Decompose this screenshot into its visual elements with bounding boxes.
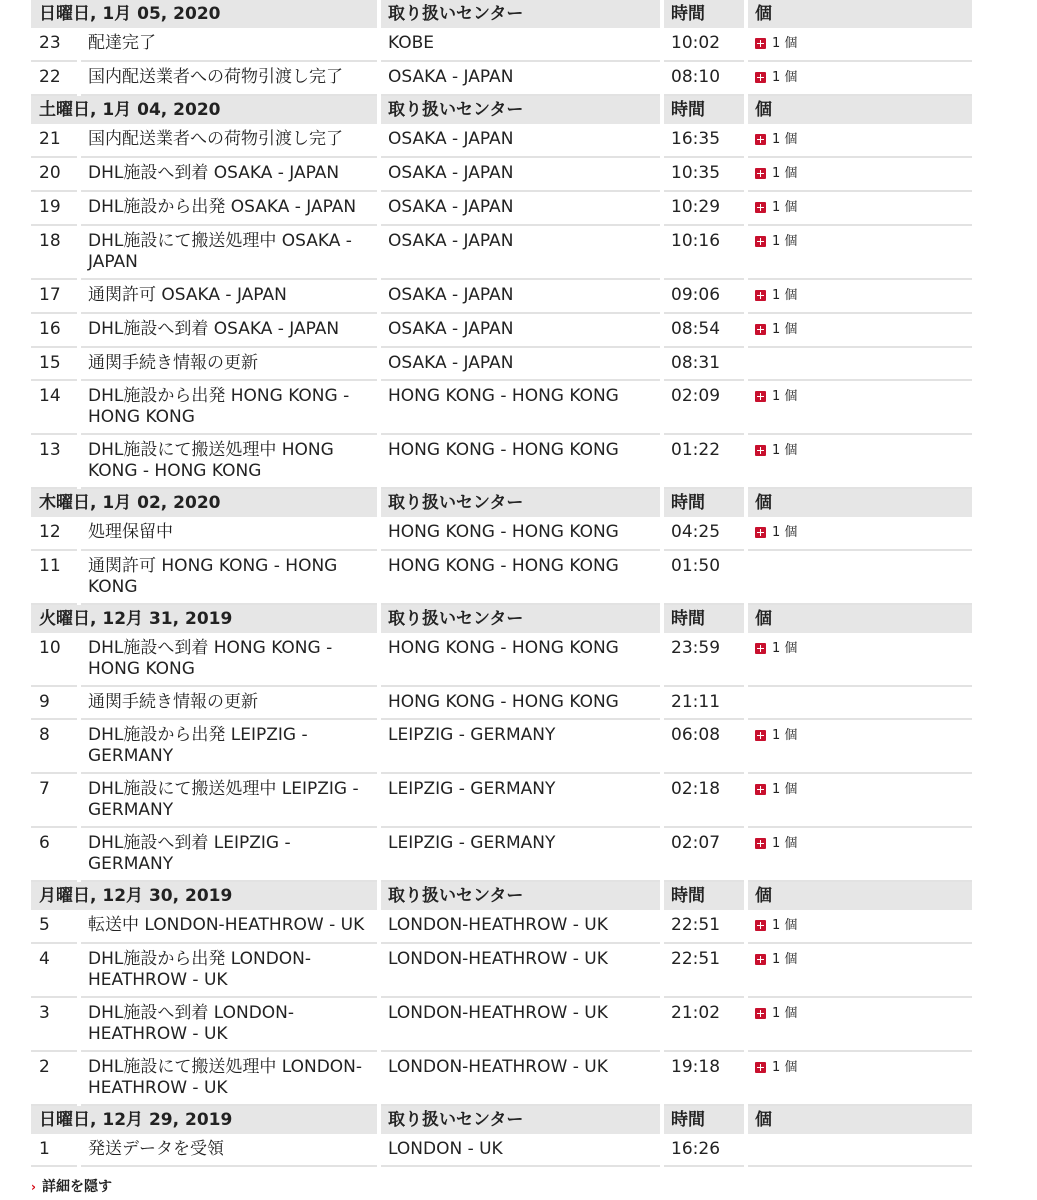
event-description: DHL施設にて搬送処理中 LONDON-HEATHROW - UK [81, 1052, 377, 1106]
event-time: 10:16 [664, 226, 744, 280]
pieces-count: 1 個 [772, 322, 798, 337]
event-location: LONDON-HEATHROW - UK [381, 998, 660, 1052]
event-number: 10 [31, 633, 77, 687]
event-location: HONG KONG - HONG KONG [381, 633, 660, 687]
event-time: 23:59 [664, 633, 744, 687]
expand-pieces-toggle[interactable] [755, 779, 797, 800]
event-location: HONG KONG - HONG KONG [381, 517, 660, 551]
time-column-header: 時間 [664, 605, 744, 633]
location-column-header: 取り扱いセンター [381, 0, 660, 28]
table-row [31, 551, 972, 605]
pieces-column-header: 個 [748, 96, 972, 124]
event-pieces-cell [748, 774, 972, 828]
event-description: DHL施設へ到着 HONG KONG - HONG KONG [81, 633, 377, 687]
table-row [31, 687, 972, 720]
time-column-header: 時間 [664, 489, 744, 517]
event-time: 22:51 [664, 910, 744, 944]
pieces-count: 1 個 [772, 641, 798, 656]
time-column-header: 時間 [664, 96, 744, 124]
event-time: 01:22 [664, 435, 744, 489]
event-time: 16:26 [664, 1134, 744, 1167]
event-number: 16 [31, 314, 77, 348]
event-pieces-cell [748, 998, 972, 1052]
pieces-count: 1 個 [772, 200, 798, 215]
event-pieces-cell [748, 910, 972, 944]
event-number: 5 [31, 910, 77, 944]
time-column-header: 時間 [664, 882, 744, 910]
plus-icon [755, 236, 766, 247]
pieces-count: 1 個 [772, 728, 798, 743]
event-description: 通関許可 OSAKA - JAPAN [81, 280, 377, 314]
plus-icon [755, 324, 766, 335]
hide-details-label: 詳細を隠す [41, 1179, 112, 1195]
table-row [31, 158, 972, 192]
event-number: 20 [31, 158, 77, 192]
event-pieces-cell [748, 226, 972, 280]
event-pieces-cell [748, 158, 972, 192]
event-time: 09:06 [664, 280, 744, 314]
event-location: KOBE [381, 28, 660, 62]
event-description: 処理保留中 [81, 517, 377, 551]
event-location: LEIPZIG - GERMANY [381, 828, 660, 882]
pieces-column-header: 個 [748, 882, 972, 910]
event-pieces-cell [748, 1134, 972, 1167]
event-location: OSAKA - JAPAN [381, 280, 660, 314]
event-pieces-cell [748, 720, 972, 774]
event-location: OSAKA - JAPAN [381, 124, 660, 158]
plus-icon [755, 1008, 766, 1019]
hide-details-link[interactable] [31, 1176, 112, 1196]
event-description: DHL施設から出発 LONDON-HEATHROW - UK [81, 944, 377, 998]
event-location: LONDON-HEATHROW - UK [381, 944, 660, 998]
table-row [31, 910, 972, 944]
event-location: LONDON-HEATHROW - UK [381, 910, 660, 944]
event-description: DHL施設から出発 OSAKA - JAPAN [81, 192, 377, 226]
event-description: DHL施設へ到着 LEIPZIG - GERMANY [81, 828, 377, 882]
event-pieces-cell [748, 828, 972, 882]
day-date: 日曜日, 1月 05, 2020 [31, 0, 377, 28]
plus-icon [755, 391, 766, 402]
day-header-row [31, 96, 972, 124]
event-number: 8 [31, 720, 77, 774]
pieces-count: 1 個 [772, 782, 798, 797]
event-description: DHL施設にて搬送処理中 HONG KONG - HONG KONG [81, 435, 377, 489]
table-row [31, 28, 972, 62]
day-date: 月曜日, 12月 30, 2019 [31, 882, 377, 910]
event-pieces-cell [748, 28, 972, 62]
event-location: OSAKA - JAPAN [381, 192, 660, 226]
event-pieces-cell [748, 551, 972, 605]
event-pieces-cell [748, 62, 972, 96]
expand-pieces-toggle[interactable] [755, 833, 797, 854]
event-description: DHL施設から出発 HONG KONG - HONG KONG [81, 381, 377, 435]
event-description: DHL施設へ到着 LONDON-HEATHROW - UK [81, 998, 377, 1052]
plus-icon [755, 202, 766, 213]
table-row [31, 226, 972, 280]
table-row [31, 1052, 972, 1106]
event-description: DHL施設へ到着 OSAKA - JAPAN [81, 158, 377, 192]
table-row [31, 280, 972, 314]
table-row [31, 998, 972, 1052]
event-location: OSAKA - JAPAN [381, 226, 660, 280]
event-number: 19 [31, 192, 77, 226]
event-time: 02:07 [664, 828, 744, 882]
event-description: DHL施設から出発 LEIPZIG - GERMANY [81, 720, 377, 774]
plus-icon [755, 920, 766, 931]
tracking-history-table [27, 0, 976, 1167]
pieces-count: 1 個 [772, 1006, 798, 1021]
event-time: 01:50 [664, 551, 744, 605]
time-column-header: 時間 [664, 1106, 744, 1134]
table-row [31, 435, 972, 489]
event-number: 1 [31, 1134, 77, 1167]
table-row [31, 944, 972, 998]
table-row [31, 517, 972, 551]
expand-pieces-toggle[interactable] [755, 522, 797, 543]
expand-pieces-toggle[interactable] [755, 163, 797, 184]
event-pieces-cell [748, 280, 972, 314]
event-number: 23 [31, 28, 77, 62]
plus-icon [755, 72, 766, 83]
plus-icon [755, 445, 766, 456]
event-pieces-cell [748, 633, 972, 687]
event-pieces-cell [748, 381, 972, 435]
event-time: 02:09 [664, 381, 744, 435]
table-row [31, 62, 972, 96]
event-location: HONG KONG - HONG KONG [381, 435, 660, 489]
expand-pieces-toggle[interactable] [755, 915, 797, 936]
event-time: 10:02 [664, 28, 744, 62]
event-location: LEIPZIG - GERMANY [381, 774, 660, 828]
table-row [31, 1134, 972, 1167]
plus-icon [755, 290, 766, 301]
event-number: 9 [31, 687, 77, 720]
pieces-count: 1 個 [772, 36, 798, 51]
event-description: 通関許可 HONG KONG - HONG KONG [81, 551, 377, 605]
event-location: OSAKA - JAPAN [381, 348, 660, 381]
expand-pieces-toggle[interactable] [755, 1057, 797, 1078]
day-date: 土曜日, 1月 04, 2020 [31, 96, 377, 124]
expand-pieces-toggle[interactable] [755, 67, 797, 88]
location-column-header: 取り扱いセンター [381, 882, 660, 910]
event-time: 22:51 [664, 944, 744, 998]
table-row [31, 348, 972, 381]
event-number: 12 [31, 517, 77, 551]
event-time: 21:11 [664, 687, 744, 720]
plus-icon [755, 134, 766, 145]
event-description: 通関手続き情報の更新 [81, 687, 377, 720]
pieces-count: 1 個 [772, 70, 798, 85]
event-number: 17 [31, 280, 77, 314]
day-header-row [31, 0, 972, 28]
plus-icon [755, 527, 766, 538]
event-pieces-cell [748, 517, 972, 551]
event-time: 04:25 [664, 517, 744, 551]
event-pieces-cell [748, 435, 972, 489]
expand-pieces-toggle[interactable] [755, 725, 797, 746]
event-number: 22 [31, 62, 77, 96]
expand-pieces-toggle[interactable] [755, 231, 797, 252]
pieces-column-header: 個 [748, 605, 972, 633]
event-pieces-cell [748, 944, 972, 998]
event-location: HONG KONG - HONG KONG [381, 381, 660, 435]
event-description: DHL施設へ到着 OSAKA - JAPAN [81, 314, 377, 348]
event-description: 国内配送業者への荷物引渡し完了 [81, 124, 377, 158]
time-column-header: 時間 [664, 0, 744, 28]
plus-icon [755, 1062, 766, 1073]
day-header-row [31, 489, 972, 517]
table-row [31, 828, 972, 882]
event-time: 19:18 [664, 1052, 744, 1106]
expand-pieces-toggle[interactable] [755, 638, 797, 659]
event-time: 10:29 [664, 192, 744, 226]
pieces-count: 1 個 [772, 166, 798, 181]
event-number: 6 [31, 828, 77, 882]
event-location: OSAKA - JAPAN [381, 62, 660, 96]
chevron-right-icon: › [31, 1180, 36, 1194]
expand-pieces-toggle[interactable] [755, 440, 797, 461]
expand-pieces-toggle[interactable] [755, 386, 797, 407]
event-number: 15 [31, 348, 77, 381]
table-row [31, 720, 972, 774]
event-description: 通関手続き情報の更新 [81, 348, 377, 381]
plus-icon [755, 38, 766, 49]
day-date: 木曜日, 1月 02, 2020 [31, 489, 377, 517]
pieces-column-header: 個 [748, 0, 972, 28]
plus-icon [755, 168, 766, 179]
expand-pieces-toggle[interactable] [755, 197, 797, 218]
event-description: 発送データを受領 [81, 1134, 377, 1167]
event-pieces-cell [748, 348, 972, 381]
pieces-count: 1 個 [772, 234, 798, 249]
event-time: 08:10 [664, 62, 744, 96]
table-row [31, 633, 972, 687]
expand-pieces-toggle[interactable] [755, 285, 797, 306]
event-location: HONG KONG - HONG KONG [381, 687, 660, 720]
event-description: 転送中 LONDON-HEATHROW - UK [81, 910, 377, 944]
plus-icon [755, 954, 766, 965]
day-date: 日曜日, 12月 29, 2019 [31, 1106, 377, 1134]
event-time: 06:08 [664, 720, 744, 774]
event-location: OSAKA - JAPAN [381, 158, 660, 192]
location-column-header: 取り扱いセンター [381, 489, 660, 517]
tracking-history-body [31, 0, 972, 1167]
table-row [31, 192, 972, 226]
event-number: 11 [31, 551, 77, 605]
event-number: 4 [31, 944, 77, 998]
event-time: 02:18 [664, 774, 744, 828]
event-time: 16:35 [664, 124, 744, 158]
location-column-header: 取り扱いセンター [381, 1106, 660, 1134]
event-location: OSAKA - JAPAN [381, 314, 660, 348]
expand-pieces-toggle[interactable] [755, 319, 797, 340]
pieces-count: 1 個 [772, 443, 798, 458]
day-header-row [31, 605, 972, 633]
event-location: LEIPZIG - GERMANY [381, 720, 660, 774]
event-description: 国内配送業者への荷物引渡し完了 [81, 62, 377, 96]
expand-pieces-toggle[interactable] [755, 1003, 797, 1024]
table-row [31, 124, 972, 158]
pieces-column-header: 個 [748, 1106, 972, 1134]
plus-icon [755, 643, 766, 654]
expand-pieces-toggle[interactable] [755, 33, 797, 54]
event-pieces-cell [748, 192, 972, 226]
event-number: 2 [31, 1052, 77, 1106]
plus-icon [755, 730, 766, 741]
event-time: 08:54 [664, 314, 744, 348]
event-number: 3 [31, 998, 77, 1052]
event-time: 08:31 [664, 348, 744, 381]
plus-icon [755, 784, 766, 795]
pieces-count: 1 個 [772, 952, 798, 967]
pieces-count: 1 個 [772, 525, 798, 540]
location-column-header: 取り扱いセンター [381, 605, 660, 633]
expand-pieces-toggle[interactable] [755, 129, 797, 150]
event-pieces-cell [748, 124, 972, 158]
day-date: 火曜日, 12月 31, 2019 [31, 605, 377, 633]
day-header-row [31, 1106, 972, 1134]
event-number: 18 [31, 226, 77, 280]
event-time: 10:35 [664, 158, 744, 192]
table-row [31, 774, 972, 828]
event-pieces-cell [748, 687, 972, 720]
expand-pieces-toggle[interactable] [755, 949, 797, 970]
event-location: LONDON - UK [381, 1134, 660, 1167]
pieces-count: 1 個 [772, 918, 798, 933]
table-row [31, 314, 972, 348]
day-header-row [31, 882, 972, 910]
event-number: 13 [31, 435, 77, 489]
pieces-column-header: 個 [748, 489, 972, 517]
pieces-count: 1 個 [772, 836, 798, 851]
pieces-count: 1 個 [772, 132, 798, 147]
event-description: DHL施設にて搬送処理中 LEIPZIG - GERMANY [81, 774, 377, 828]
pieces-count: 1 個 [772, 1060, 798, 1075]
event-number: 21 [31, 124, 77, 158]
plus-icon [755, 838, 766, 849]
pieces-count: 1 個 [772, 389, 798, 404]
pieces-count: 1 個 [772, 288, 798, 303]
event-number: 7 [31, 774, 77, 828]
event-location: LONDON-HEATHROW - UK [381, 1052, 660, 1106]
event-number: 14 [31, 381, 77, 435]
table-row [31, 381, 972, 435]
event-time: 21:02 [664, 998, 744, 1052]
event-location: HONG KONG - HONG KONG [381, 551, 660, 605]
event-pieces-cell [748, 1052, 972, 1106]
event-description: DHL施設にて搬送処理中 OSAKA - JAPAN [81, 226, 377, 280]
event-pieces-cell [748, 314, 972, 348]
location-column-header: 取り扱いセンター [381, 96, 660, 124]
event-description: 配達完了 [81, 28, 377, 62]
